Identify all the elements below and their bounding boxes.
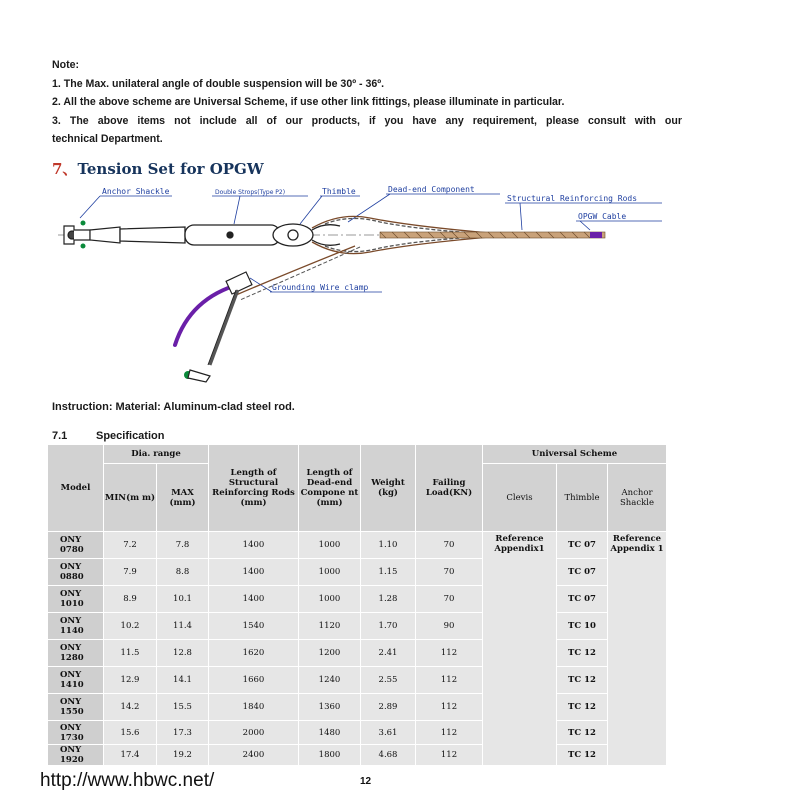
cell-weight: 2.55 [361, 667, 416, 694]
header-failing-load: Failing Load(KN) [416, 445, 483, 532]
cell-weight: 1.10 [361, 532, 416, 559]
cell-thimble: TC 07 [557, 586, 608, 613]
instruction-text: Instruction: Material: Aluminum-clad steel rod. [52, 401, 295, 413]
grounding-clamp-part [184, 272, 252, 382]
header-universal-scheme: Universal Scheme [483, 445, 667, 464]
cell-model: ONY 0880 [48, 559, 104, 586]
cell-anchor-reference: Reference Appendix 1 [608, 532, 667, 766]
cell-model: ONY 1550 [48, 694, 104, 721]
cell-dead-end: 1000 [299, 559, 361, 586]
notes-block [52, 56, 682, 149]
cell-min: 10.2 [104, 613, 157, 640]
note-3: 3. The above items not include all of our products, if you have any requirement, please consult with our [52, 114, 682, 127]
label-thimble: Thimble [322, 187, 356, 196]
cell-thimble: TC 12 [557, 640, 608, 667]
cell-load: 112 [416, 667, 483, 694]
cell-rods: 1840 [209, 694, 299, 721]
section-number: 7、 [52, 160, 78, 178]
cell-min: 11.5 [104, 640, 157, 667]
header-min: MIN(m m) [104, 464, 157, 532]
table-row [48, 721, 667, 745]
section-title [52, 158, 264, 179]
cell-model: ONY 1410 [48, 667, 104, 694]
cell-min: 7.9 [104, 559, 157, 586]
cell-rods: 1660 [209, 667, 299, 694]
cell-model: ONY 1140 [48, 613, 104, 640]
cell-load: 70 [416, 559, 483, 586]
double-strops-part [120, 225, 280, 245]
cell-min: 12.9 [104, 667, 157, 694]
cell-max: 19.2 [157, 745, 209, 766]
table-row [48, 559, 667, 586]
spec-title: Specification [96, 430, 165, 442]
cell-min: 8.9 [104, 586, 157, 613]
section-title-text: Tension Set for OPGW [77, 160, 264, 178]
label-dead-end-component: Dead-end Component [388, 185, 475, 194]
cell-dead-end: 1240 [299, 667, 361, 694]
header-clevis: Clevis [483, 464, 557, 532]
cell-thimble: TC 07 [557, 559, 608, 586]
spec-table [47, 444, 667, 766]
table-row [48, 613, 667, 640]
cell-max: 11.4 [157, 613, 209, 640]
cell-weight: 1.28 [361, 586, 416, 613]
cell-rods: 1400 [209, 559, 299, 586]
table-row [48, 667, 667, 694]
label-reinforcing-rods: Structural Reinforcing Rods [507, 194, 638, 203]
cell-dead-end: 1480 [299, 721, 361, 745]
table-row [48, 640, 667, 667]
cell-rods: 2000 [209, 721, 299, 745]
header-dia-range: Dia. range [104, 445, 209, 464]
note-3-continued: technical Department. [52, 133, 163, 145]
label-anchor-shackle: Anchor Shackle [102, 187, 170, 196]
notes-heading: Note: [52, 59, 80, 71]
cell-model: ONY 1280 [48, 640, 104, 667]
cell-model: ONY 1730 [48, 721, 104, 745]
cell-max: 14.1 [157, 667, 209, 694]
note-1: 1. The Max. unilateral angle of double suspension will be 30º - 36º. [52, 77, 385, 90]
grounding-wire [175, 246, 360, 345]
cell-min: 17.4 [104, 745, 157, 766]
table-row [48, 745, 667, 766]
label-double-strops: Double Strops(Type P2) [215, 189, 286, 196]
cell-dead-end: 1200 [299, 640, 361, 667]
cell-weight: 4.68 [361, 745, 416, 766]
header-weight: Weight (kg) [361, 445, 416, 532]
cell-dead-end: 1000 [299, 586, 361, 613]
header-length-dead-end: Length of Dead-end Compone nt (mm) [299, 445, 361, 532]
cell-max: 7.8 [157, 532, 209, 559]
cell-model: ONY 0780 [48, 532, 104, 559]
cell-min: 7.2 [104, 532, 157, 559]
cell-dead-end: 1000 [299, 532, 361, 559]
cell-weight: 2.89 [361, 694, 416, 721]
reinforcing-rods [380, 232, 605, 238]
cell-max: 15.5 [157, 694, 209, 721]
cell-rods: 1620 [209, 640, 299, 667]
table-row [48, 532, 667, 559]
cell-load: 112 [416, 721, 483, 745]
anchor-shackle-part [64, 221, 90, 249]
cell-thimble: TC 10 [557, 613, 608, 640]
clevis-part [90, 227, 120, 243]
table-row [48, 694, 667, 721]
spec-number: 7.1 [52, 430, 68, 442]
cell-weight: 3.61 [361, 721, 416, 745]
header-model: Model [48, 445, 104, 532]
cell-dead-end: 1120 [299, 613, 361, 640]
cell-load: 112 [416, 640, 483, 667]
cell-thimble: TC 07 [557, 532, 608, 559]
cell-thimble: TC 12 [557, 667, 608, 694]
cell-dead-end: 1360 [299, 694, 361, 721]
cell-load: 70 [416, 532, 483, 559]
cell-weight: 2.41 [361, 640, 416, 667]
note-2: 2. All the above scheme are Universal Scheme, if use other link fittings, please illuminate in particular. [52, 96, 565, 108]
cell-load: 90 [416, 613, 483, 640]
cell-load: 70 [416, 586, 483, 613]
cell-rods: 1540 [209, 613, 299, 640]
cell-thimble: TC 12 [557, 694, 608, 721]
cell-max: 17.3 [157, 721, 209, 745]
cell-min: 15.6 [104, 721, 157, 745]
cell-dead-end: 1800 [299, 745, 361, 766]
table-row [48, 586, 667, 613]
cell-thimble: TC 12 [557, 721, 608, 745]
cell-min: 14.2 [104, 694, 157, 721]
footer-url[interactable]: http://www.hbwc.net/ [40, 770, 215, 791]
header-max: MAX (mm) [157, 464, 209, 532]
cell-load: 112 [416, 694, 483, 721]
label-opgw-cable: OPGW Cable [578, 212, 627, 221]
header-thimble: Thimble [557, 464, 608, 532]
cell-model: ONY 1010 [48, 586, 104, 613]
cell-rods: 2400 [209, 745, 299, 766]
page-number: 12 [360, 776, 372, 787]
cell-rods: 1400 [209, 586, 299, 613]
cell-rods: 1400 [209, 532, 299, 559]
cell-clevis-reference: Reference Appendix1 [483, 532, 557, 766]
spec-table-body [48, 532, 667, 766]
cell-weight: 1.15 [361, 559, 416, 586]
cell-load: 112 [416, 745, 483, 766]
header-anchor-shackle: Anchor Shackle [608, 464, 667, 532]
cell-max: 10.1 [157, 586, 209, 613]
tension-set-diagram [50, 180, 670, 390]
cell-weight: 1.70 [361, 613, 416, 640]
cell-max: 12.8 [157, 640, 209, 667]
cell-max: 8.8 [157, 559, 209, 586]
cell-model: ONY 1920 [48, 745, 104, 766]
spec-subheading [52, 430, 164, 442]
label-grounding-clamp: Grounding Wire clamp [272, 283, 369, 292]
opgw-cable [590, 232, 602, 238]
header-length-rods: Length of Structural Reinforcing Rods (mm) [209, 445, 299, 532]
cell-thimble: TC 12 [557, 745, 608, 766]
